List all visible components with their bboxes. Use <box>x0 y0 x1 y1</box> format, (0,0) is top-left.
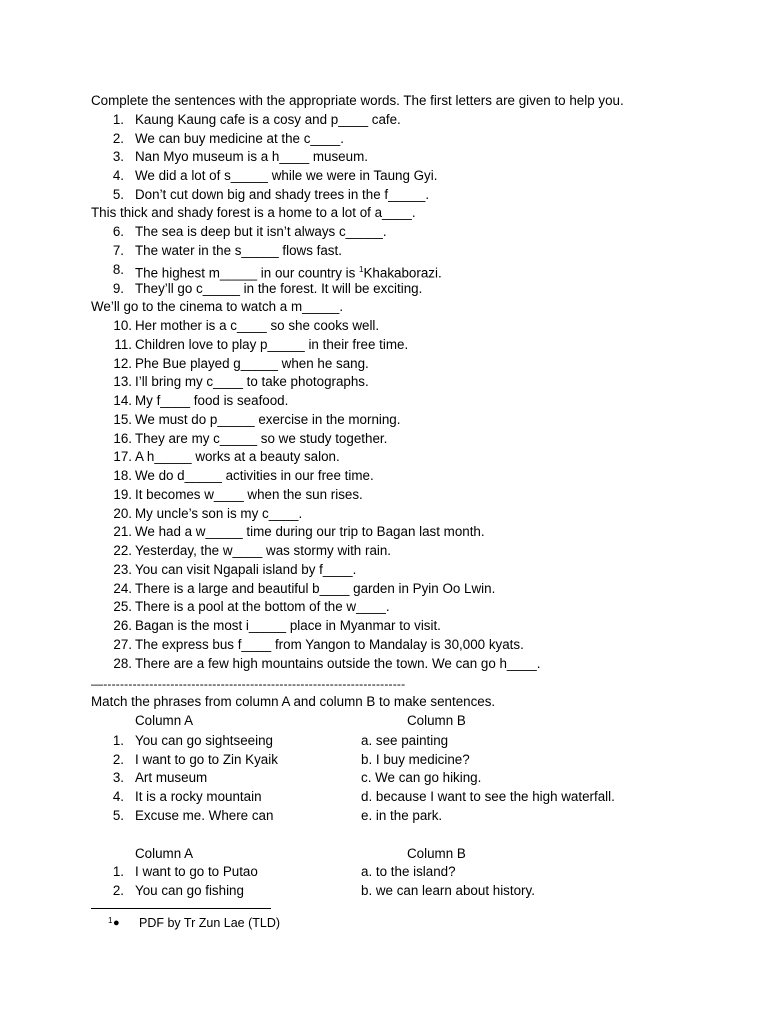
bullet-icon: ● <box>113 917 120 929</box>
column-a-cell: It is a rocky mountain <box>135 789 262 804</box>
column-a-cell: I want to go to Putao <box>135 864 258 879</box>
column-a-cell: Excuse me. Where can <box>135 808 274 823</box>
document-page: Complete the sentences with the appropriate words. The first letters are given to help you. 1. Kaung Kaung cafe is a cosy and p____ cafe. 2. We can buy medicine at the c____. 3. Nan Myo museum is a h____ museum. 4. We did a lot of s_____ while we were in Taung Gyi. 5. Don’t cut down big and shady trees in the f_____. This thick and shady forest is a home to a lot of a____. 6. The sea is deep but it isn’t always c_____. 7. The water in the s_____ flows fast. 8. The highest m_____ in our country is $^1$Khakaborazi. 9. They’ll go c_____ in the forest. It will be exciting. We’ll go to the cinema to watch a m_____. 10. Her mother is a c____ so she cooks well. 11. Children love to play p_____ in their free time. 12. Phe Bue played g_____ when he sang. 13. I’ll bring my c____ to take photographs. 14. My f____ food is seafood. 15. We must do p_____ exercise in the morning. 16. They are my c_____ so we study together. 17. A h_____ works at a beauty salon. 18. We do d_____ activities in our free time. 19. It becomes w____ when the sun rises. 20. My uncle’s son is my c____. 21. We had a w_____ time during our trip to Bagan last month. 22. Yesterday, the w____ was stormy with rain. 23. You can visit Ngapali island by f____. 24. There is a large and beautiful b____ garden in Pyin Oo Lwin. 25. There is a pool at the bottom of the w____. 26. Bagan is the most i_____ place in Myanmar to visit. 27. The express bus f____ from Yangon to Mandalay is 30,000 kyats. 28. There are a few high mountains outside the town. We can go h____. —------------------------------------------------------------------------ Match the phrases from column A and column B to make sentences. Column A Column B 1. You can go sightseeing a. see painting 2. I want to go to Zin Kyaik b. I buy medicine? 3. Art museum c. We can go hiking. 4. It is a rocky mountain d. because I want to see the high waterfall. 5. Excuse me. Where can e. in the park. Column A Column B 1. I want to go to Putao a. to the island? 2. You can go fishing b. we can learn about history. 1 ● PDF by Tr Zun Lae (TLD) <box>91 93 624 930</box>
footnote-reference[interactable]: 1 <box>359 265 364 274</box>
footnote-marker: 1 <box>108 916 113 925</box>
column-b-cell: e. in the park. <box>361 808 443 823</box>
column-b-cell: c. We can go hiking. <box>361 770 482 785</box>
divider-line: —------------------------------------------------------------------------ <box>91 677 406 691</box>
column-a-heading: Column A <box>135 713 194 728</box>
plain-sentence: This thick and shady forest is a home to a lot of a____. <box>91 205 416 220</box>
column-a-cell: Art museum <box>135 770 208 785</box>
column-b-cell: a. see painting <box>361 733 449 748</box>
column-b-heading: Column B <box>407 846 466 861</box>
instruction-fill-in: Complete the sentences with the appropriate words. The first letters are given to help you. <box>91 93 624 108</box>
footnote-separator <box>91 908 271 909</box>
column-b-cell: d. because I want to see the high waterfall. <box>361 789 615 804</box>
column-a-heading: Column A <box>135 846 194 861</box>
column-b-cell: b. I buy medicine? <box>361 752 470 767</box>
column-a-cell: I want to go to Zin Kyaik <box>135 752 278 767</box>
column-b-heading: Column B <box>407 713 466 728</box>
column-b-cell: b. we can learn about history. <box>361 883 535 898</box>
instruction-matching: Match the phrases from column A and column B to make sentences. <box>91 694 496 709</box>
column-a-cell: You can go fishing <box>135 883 244 898</box>
footnote-text: PDF by Tr Zun Lae (TLD) <box>139 916 281 930</box>
plain-sentence: We’ll go to the cinema to watch a m_____. <box>91 299 344 314</box>
column-b-cell: a. to the island? <box>361 864 456 879</box>
column-a-cell: You can go sightseeing <box>135 733 273 748</box>
